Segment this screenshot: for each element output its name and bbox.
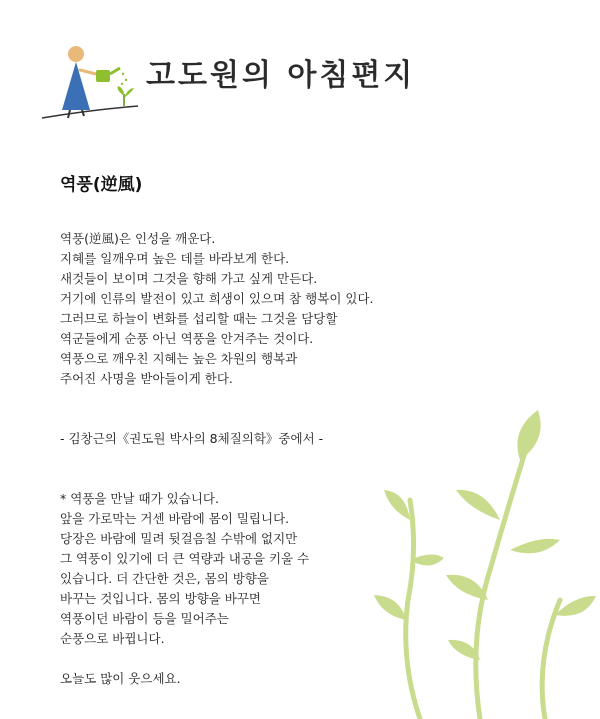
comment-line: 당장은 바람에 밀려 뒷걸음칠 수밖에 없지만 [60,531,298,546]
poem-line: 그러므로 하늘이 변화를 섭리할 때는 그것을 담당할 [60,311,338,326]
woman-watering-plant-icon [40,40,140,125]
article-title: 역풍(逆風) [60,175,143,195]
poem-line: 새것들이 보이며 그것을 향해 가고 싶게 만든다. [60,271,318,286]
poem-line: 지혜를 일깨우며 높은 데를 바라보게 한다. [60,251,290,266]
page-header [0,0,600,130]
source-citation: - 김창근의《권도원 박사의 8체질의학》중에서 - [60,431,324,446]
poem-line: 역풍(逆風)은 인성을 깨운다. [60,231,216,246]
closing-line: 오늘도 많이 웃으세요. [60,671,181,686]
poem-block [60,229,480,389]
comment-line: 바꾸는 것입니다. 몸의 방향을 바꾸면 [60,591,261,606]
comment-line: * 역풍을 만날 때가 있습니다. [60,491,219,506]
comment-line: 그 역풍이 있기에 더 큰 역량과 내공을 키울 수 [60,551,310,566]
comment-line: 순풍으로 바뀝니다. [60,631,165,646]
poem-line: 역풍으로 깨우친 지혜는 높은 차원의 행복과 [60,351,298,366]
article-body [60,229,480,689]
logo-title: 고도원의 아침편지 [146,58,416,93]
comment-line: 역풍이던 바람이 등을 밀어주는 [60,611,229,626]
commentary-block [60,489,480,649]
comment-line: 앞을 가로막는 거센 바람에 몸이 밀립니다. [60,511,290,526]
poem-line: 주어진 사명을 받아들이게 한다. [60,371,233,386]
poem-line: 역군들에게 순풍 아닌 역풍을 안겨주는 것이다. [60,331,314,346]
poem-line: 거기에 인류의 발전이 있고 희생이 있으며 참 행복이 있다. [60,291,374,306]
comment-line: 있습니다. 더 간단한 것은, 몸의 방향을 [60,571,269,586]
